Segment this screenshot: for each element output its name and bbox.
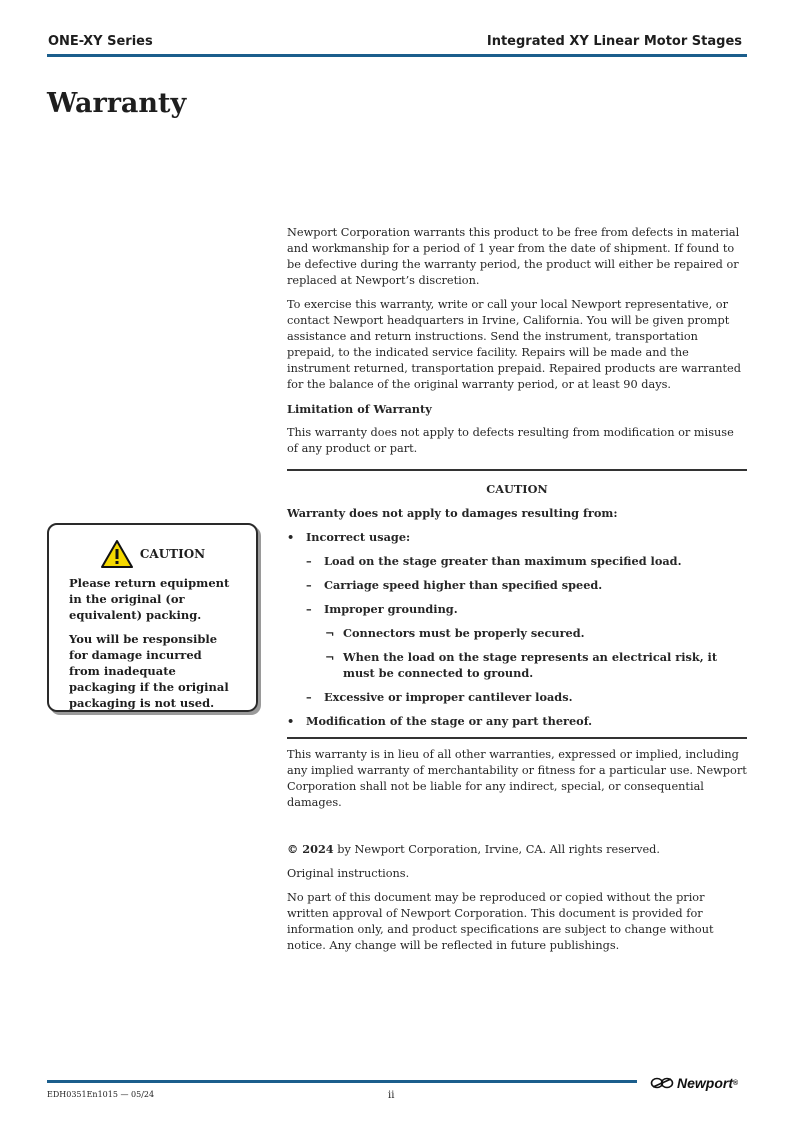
footer-doc-code: EDH0351En1015 — 05/24 (47, 1090, 155, 1099)
list-item-text: Excessive or improper cantilever loads. (324, 690, 573, 704)
caution-box-header (69, 539, 236, 569)
bullet-marker: • (287, 714, 295, 728)
caution-box (47, 523, 258, 712)
caution-section-top-rule (287, 469, 747, 471)
dash-marker: – (306, 690, 312, 704)
list-item-text: Incorrect usage: (306, 530, 411, 544)
header-rule (47, 54, 747, 57)
warning-triangle-icon (100, 539, 134, 569)
caution-box-text-1: Please return equipment in the original (or equivalent) packing. (69, 576, 230, 622)
dash-marker: – (306, 602, 312, 616)
warranty-paragraph-2: To exercise this warranty, write or call your local Newport representative, or contact Newport headquarters in Irvine, California. You will be given prompt assistance and return instructions. Send the instrument, transportation prepaid, to the indicated service facility. Repairs will be made and the instrument returned, transportation prepaid. Repaired products are warranted for the balance of the original warranty period, or at least 90 days. (287, 298, 741, 391)
header-product-title: Integrated XY Linear Motor Stages (486, 34, 742, 49)
caution-section-intro: Warranty does not apply to damages resulting from: (287, 506, 618, 520)
footer-rule (47, 1080, 637, 1083)
sub-marker: ¬ (325, 650, 335, 664)
list-item (287, 689, 747, 705)
header-series-title: ONE-XY Series (48, 34, 153, 49)
warranty-body (287, 225, 747, 962)
original-instructions: Original instructions. (287, 867, 410, 880)
caution-box-title: CAUTION (139, 547, 206, 561)
caution-section-title: CAUTION (486, 482, 548, 496)
warranty-paragraph-1: Newport Corporation warrants this product to be free from defects in material and workmanship for a period of 1 year from the date of shipment. If found to be defective during the warranty period, the product will either be repaired or replaced at Newport’s discretion. (287, 226, 740, 287)
registered-mark: ® (733, 1079, 739, 1087)
dash-marker: – (306, 554, 312, 568)
caution-box-text-2: You will be responsible for damage incurred from inadequate packaging if the original packaging is not used. (69, 632, 229, 710)
bullet-marker: • (287, 530, 295, 544)
sub-marker: ¬ (325, 626, 335, 640)
list-item (287, 553, 747, 569)
list-item-text: Connectors must be properly secured. (343, 626, 585, 640)
list-item (287, 649, 747, 681)
list-item (287, 601, 747, 617)
list-item-text: Modification of the stage or any part thereof. (306, 714, 593, 728)
copyright-text: by Newport Corporation, Irvine, CA. All rights reserved. (333, 843, 660, 856)
caution-list (287, 529, 747, 729)
list-item (287, 577, 747, 593)
disclaimer-text: This warranty is in lieu of all other warranties, expressed or implied, including any implied warranty of merchantability or fitness for a particular use. Newport Corporation shall not be liable for any indirect, special, or consequential damages. (287, 748, 747, 809)
copyright-line (287, 841, 747, 858)
newport-logo (650, 1075, 738, 1091)
newport-logo-text: Newport (677, 1075, 733, 1091)
limitation-heading: Limitation of Warranty (287, 402, 432, 416)
limitation-text: This warranty does not apply to defects resulting from modification or misuse of any product or part. (287, 426, 734, 455)
dash-marker: – (306, 578, 312, 592)
list-item-text: Improper grounding. (324, 602, 458, 616)
newport-logo-icon (650, 1076, 674, 1090)
spacer (287, 819, 747, 841)
list-item (287, 529, 747, 545)
reproduction-notice: No part of this document may be reproduced or copied without the prior written approval of Newport Corporation. This document is provided for information only, and product specifications are subject to change without notice. Any change will be reflected in future publishings. (287, 891, 714, 952)
list-item-text: Carriage speed higher than specified speed. (324, 578, 603, 592)
footer-page-number: ii (388, 1090, 395, 1101)
page-title: Warranty (47, 88, 187, 119)
caution-section-bottom-rule (287, 737, 747, 739)
copyright-year: © 2024 (287, 842, 334, 856)
list-item (287, 713, 747, 729)
list-item-text: When the load on the stage represents an electrical risk, it must be connected to ground. (343, 650, 718, 680)
list-item (287, 625, 747, 641)
list-item-text: Load on the stage greater than maximum specified load. (324, 554, 682, 568)
